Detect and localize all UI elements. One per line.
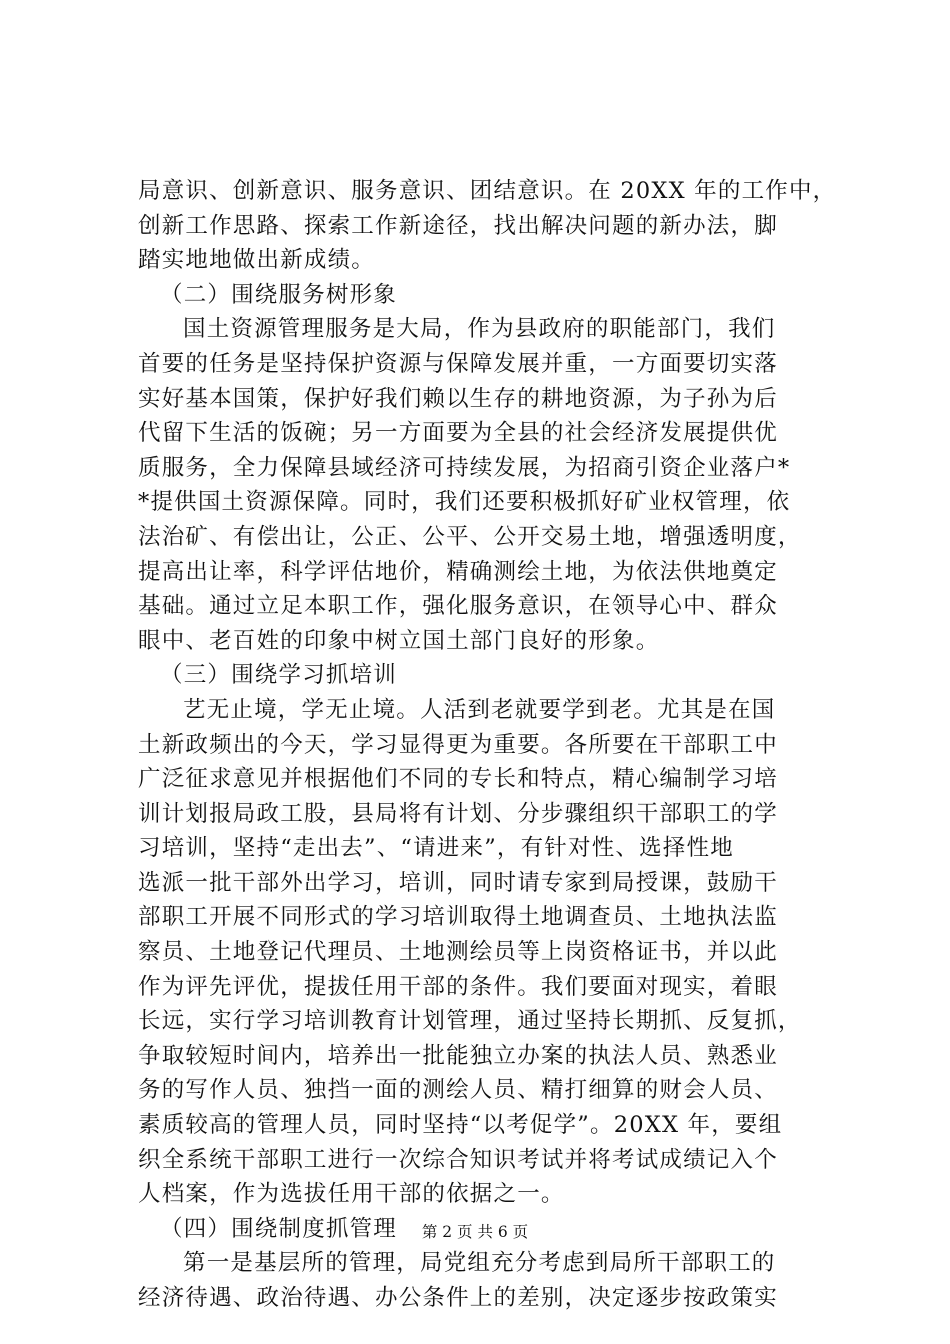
text-line: 训计划报局政工股，县局将有计划、分步骤组织干部职工的学 <box>138 800 778 827</box>
text-line: 争取较短时间内，培养出一批能独立办案的执法人员、熟悉业 <box>138 1042 778 1069</box>
text-line: 土新政频出的今天，学习显得更为重要。各所要在干部职工中 <box>138 731 778 758</box>
text-line: 眼中、老百姓的印象中树立国土部门良好的形象。 <box>138 627 660 654</box>
text-line: *提供国土资源保障。同时，我们还要积极抓好矿业权管理，依 <box>138 489 791 516</box>
text-line: 提高出让率，科学评估地价，精确测绘土地，为依法供地奠定 <box>138 558 778 585</box>
text-line: 实好基本国策，保护好我们赖以生存的耕地资源，为子孙为后 <box>138 385 778 412</box>
text-line: 法治矿、有偿出让，公正、公平、公开交易土地，增强透明度， <box>138 523 802 550</box>
text-line: 务的写作人员、独挡一面的测绘人员、精打细算的财会人员、 <box>138 1077 778 1104</box>
text-line: 作为评先评优，提拔任用干部的条件。我们要面对现实，着眼 <box>138 973 778 1000</box>
text-line: 艺无止境，学无止境。人活到老就要学到老。尤其是在国 <box>183 696 776 723</box>
text-line: 部职工开展不同形式的学习培训取得土地调查员、土地执法监 <box>138 904 778 931</box>
text-line: 局意识、创新意识、服务意识、团结意识。在 20XX 年的工作中， <box>138 178 837 204</box>
text-line: 选派一批干部外出学习，培训，同时请专家到局授课，鼓励干 <box>138 869 778 896</box>
document-body <box>138 174 837 1316</box>
text-line: 广泛征求意见并根据他们不同的专长和特点，精心编制学习培 <box>138 766 778 793</box>
text-line: 织全系统干部职工进行一次综合知识考试并将考试成绩记入个 <box>138 1146 778 1173</box>
text-line: 察员、土地登记代理员、土地测绘员等上岗资格证书，并以此 <box>138 939 778 966</box>
text-line: 长远，实行学习培训教育计划管理，通过坚持长期抓、反复抓， <box>138 1008 802 1035</box>
text-line: 习培训，坚持“走出去”、“请进来”，有针对性、选择性地 <box>138 835 734 862</box>
text-line: 人档案，作为选拔任用干部的依据之一。 <box>138 1181 565 1208</box>
text-line: 踏实地地做出新成绩。 <box>138 247 376 274</box>
text-line: 首要的任务是坚持保护资源与保障发展并重，一方面要切实落 <box>138 350 778 377</box>
page-number-footer: 第 2 页 共 6 页 <box>421 1223 529 1241</box>
text-line: 基础。通过立足本职工作，强化服务意识，在领导心中、群众 <box>138 593 778 620</box>
section-heading: （三）围绕学习抓培训 <box>160 662 398 689</box>
section-heading: （二）围绕服务树形象 <box>160 281 398 308</box>
text-line: 创新工作思路、探索工作新途径，找出解决问题的新办法，脚 <box>138 212 778 239</box>
section-heading: （四）围绕制度抓管理 <box>160 1215 398 1242</box>
text-line: 代留下生活的饭碗；另一方面要为全县的社会经济发展提供优 <box>138 420 778 447</box>
text-line: 经济待遇、政治待遇、办公条件上的差别，决定逐步按政策实 <box>138 1285 778 1311</box>
text-line: 质服务，全力保障县域经济可持续发展，为招商引资企业落户* <box>138 454 791 481</box>
text-line: 国土资源管理服务是大局，作为县政府的职能部门，我们 <box>183 316 776 343</box>
text-line: 素质较高的管理人员，同时坚持“以考促学”。20XX 年，要组 <box>138 1112 783 1139</box>
text-line: 第一是基层所的管理，局党组充分考虑到局所干部职工的 <box>183 1250 776 1277</box>
